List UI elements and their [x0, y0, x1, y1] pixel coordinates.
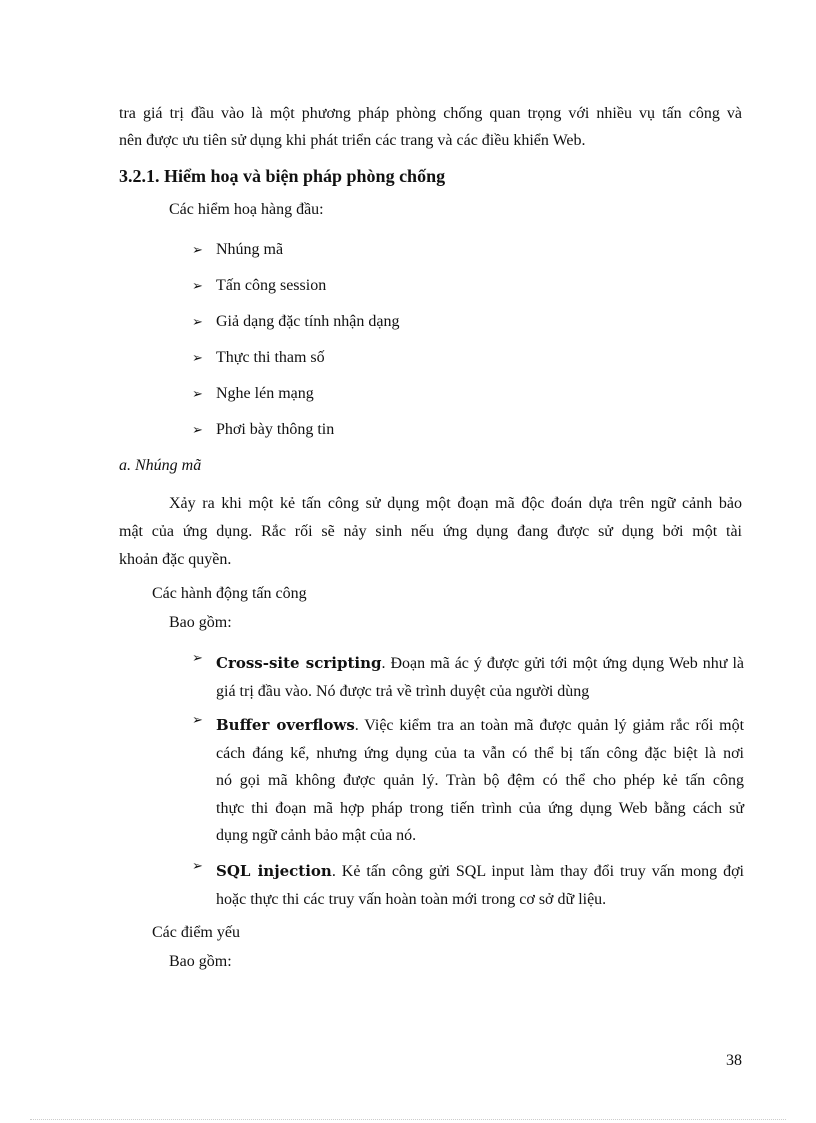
attacks-title: Các hành động tấn công — [152, 585, 307, 602]
threat-label: Nhúng mã — [216, 241, 284, 258]
attack-text-line: . Việc kiểm tra an toàn mã được quản lý giảm rắc rối một — [354, 717, 745, 734]
weak-title: Các điểm yếu — [152, 924, 240, 941]
arrow-bullet-icon: ➢ — [192, 858, 203, 873]
list-item — [192, 712, 744, 850]
para-a-line-1: Xảy ra khi một kẻ tấn công sử dụng một đoạn mã độc đoán dựa trên ngữ cảnh bảo — [169, 495, 742, 512]
attack-text-line: thực thi đoạn mã hợp pháp trong tiến trình của ứng dụng Web bằng cách sử — [216, 799, 744, 817]
arrow-bullet-icon: ➢ — [192, 712, 203, 727]
attacks-includes: Bao gồm: — [169, 614, 232, 631]
intro-line-1: tra giá trị đầu vào là một phương pháp phòng chống quan trọng với nhiều vụ tấn công và — [119, 105, 742, 122]
para-a-line-2: mật của ứng dụng. Rắc rối sẽ nảy sinh nếu ứng dụng đang được sử dụng bởi một tài — [119, 523, 742, 540]
attack-text-line: giá trị đầu vào. Nó được trả về trình duyệt của người dùng — [216, 682, 590, 700]
threat-label: Giả dạng đặc tính nhận dạng — [216, 313, 400, 330]
attack-text-line: cách đáng kể, nhưng ứng dụng của ta vẫn có thể bị tấn công đặc biệt là nơi — [216, 744, 744, 762]
intro-line-2: nên được ưu tiên sử dụng khi phát triển các trang và các điều khiển Web. — [119, 132, 586, 149]
attack-text-line: dụng ngữ cảnh bảo mật của nó. — [216, 827, 417, 844]
page-number: 38 — [726, 1052, 742, 1069]
list-item — [192, 277, 326, 295]
arrow-bullet-icon: ➢ — [192, 650, 203, 665]
list-item — [192, 385, 314, 403]
threats-intro: Các hiểm hoạ hàng đầu: — [169, 201, 324, 218]
list-item — [192, 650, 744, 705]
threat-label: Phơi bày thông tin — [216, 421, 335, 438]
attack-term: Buffer overflows — [216, 716, 355, 734]
arrow-bullet-icon: ➢ — [192, 422, 203, 437]
arrow-bullet-icon: ➢ — [192, 278, 203, 293]
attack-term: SQL injection — [216, 862, 332, 880]
list-item — [192, 858, 744, 913]
attack-text-line: hoặc thực thi các truy vấn hoàn toàn mới trong cơ sở dữ liệu. — [216, 890, 607, 908]
arrow-bullet-icon: ➢ — [192, 242, 203, 257]
attack-text-line: . Đoạn mã ác ý được gửi tới một ứng dụng Web như là — [381, 655, 744, 672]
arrow-bullet-icon: ➢ — [192, 314, 203, 329]
attack-text-line: . Kẻ tấn công gửi SQL input làm thay đổi truy vấn mong đợi — [331, 863, 744, 880]
threat-label: Thực thi tham số — [216, 349, 325, 366]
threat-label: Tấn công session — [216, 277, 327, 294]
list-item — [192, 241, 283, 259]
arrow-bullet-icon: ➢ — [192, 386, 203, 401]
list-item — [192, 349, 325, 367]
list-item — [192, 313, 400, 331]
list-item — [192, 421, 334, 439]
subsection-a-title: a. Nhúng mã — [119, 457, 202, 474]
para-a-line-3: khoản đặc quyền. — [119, 551, 232, 568]
arrow-bullet-icon: ➢ — [192, 350, 203, 365]
footer-divider — [30, 1119, 786, 1120]
weak-includes: Bao gồm: — [169, 953, 232, 970]
attack-term: Cross-site scripting — [216, 654, 382, 672]
attack-text-line: nó gọi mã không được quản lý. Tràn bộ đệm có thể cho phép kẻ tấn công — [216, 772, 744, 789]
threat-label: Nghe lén mạng — [216, 385, 314, 402]
section-heading: 3.2.1. Hiểm hoạ và biện pháp phòng chống — [119, 166, 446, 186]
